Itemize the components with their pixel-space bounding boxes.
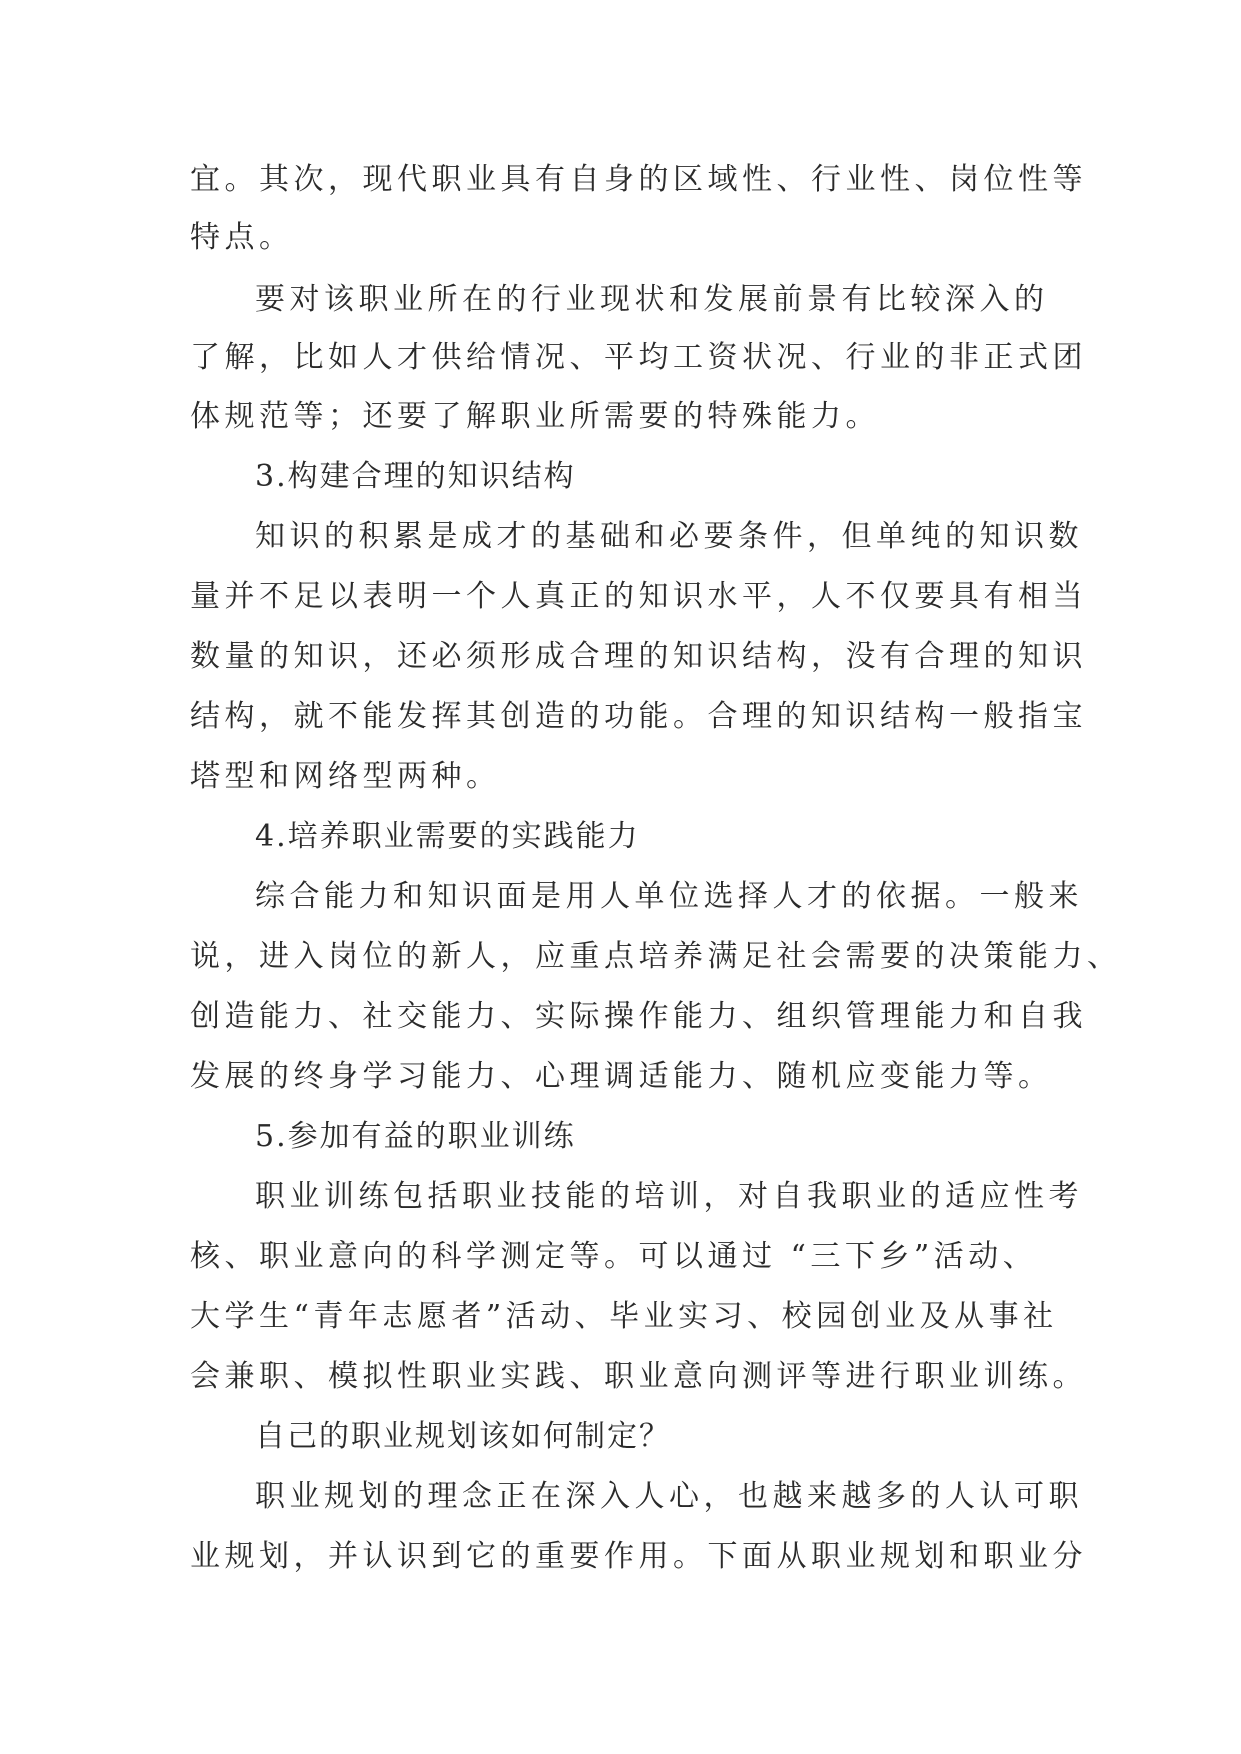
paragraph-first-line: 职业规划的理念正在深入人心，也越来越多的人认可职 bbox=[255, 1479, 1083, 1514]
text-line: 宜。其次，现代职业具有自身的区域性、行业性、岗位性等 bbox=[190, 162, 1087, 197]
text-line: 数量的知识，还必须形成合理的知识结构，没有合理的知识 bbox=[190, 639, 1087, 674]
section-heading: 自己的职业规划该如何制定？ bbox=[255, 1419, 671, 1454]
section-heading: 5.参加有益的职业训练 bbox=[255, 1119, 576, 1154]
text-line: 塔型和网络型两种。 bbox=[190, 759, 501, 794]
text-line: 业规划，并认识到它的重要作用。下面从职业规划和职业分 bbox=[190, 1539, 1087, 1574]
paragraph-first-line: 知识的积累是成才的基础和必要条件，但单纯的知识数 bbox=[255, 519, 1083, 554]
text-line: 说，进入岗位的新人，应重点培养满足社会需要的决策能力、 bbox=[190, 939, 1122, 974]
text-line: 量并不足以表明一个人真正的知识水平，人不仅要具有相当 bbox=[190, 579, 1087, 614]
text-line: 会兼职、模拟性职业实践、职业意向测评等进行职业训练。 bbox=[190, 1359, 1087, 1394]
text-line: 核、职业意向的科学测定等。可以通过 “三下乡”活动、 bbox=[190, 1239, 1038, 1274]
text-line: 特点。 bbox=[190, 220, 294, 255]
section-heading: 3.构建合理的知识结构 bbox=[255, 459, 576, 494]
text-line: 了解，比如人才供给情况、平均工资状况、行业的非正式团 bbox=[190, 340, 1087, 375]
text-line: 发展的终身学习能力、心理调适能力、随机应变能力等。 bbox=[190, 1059, 1053, 1094]
text-line: 大学生“青年志愿者”活动、毕业实习、校园创业及从事社 bbox=[190, 1299, 1058, 1334]
section-heading: 4.培养职业需要的实践能力 bbox=[255, 819, 640, 854]
text-line: 体规范等；还要了解职业所需要的特殊能力。 bbox=[190, 399, 880, 434]
text-line: 创造能力、社交能力、实际操作能力、组织管理能力和自我 bbox=[190, 999, 1087, 1034]
paragraph-first-line: 综合能力和知识面是用人单位选择人才的依据。一般来 bbox=[255, 879, 1083, 914]
paragraph-first-line: 职业训练包括职业技能的培训，对自我职业的适应性考 bbox=[255, 1179, 1083, 1214]
text-line: 结构，就不能发挥其创造的功能。合理的知识结构一般指宝 bbox=[190, 699, 1087, 734]
paragraph-first-line: 要对该职业所在的行业现状和发展前景有比较深入的 bbox=[255, 282, 1049, 317]
